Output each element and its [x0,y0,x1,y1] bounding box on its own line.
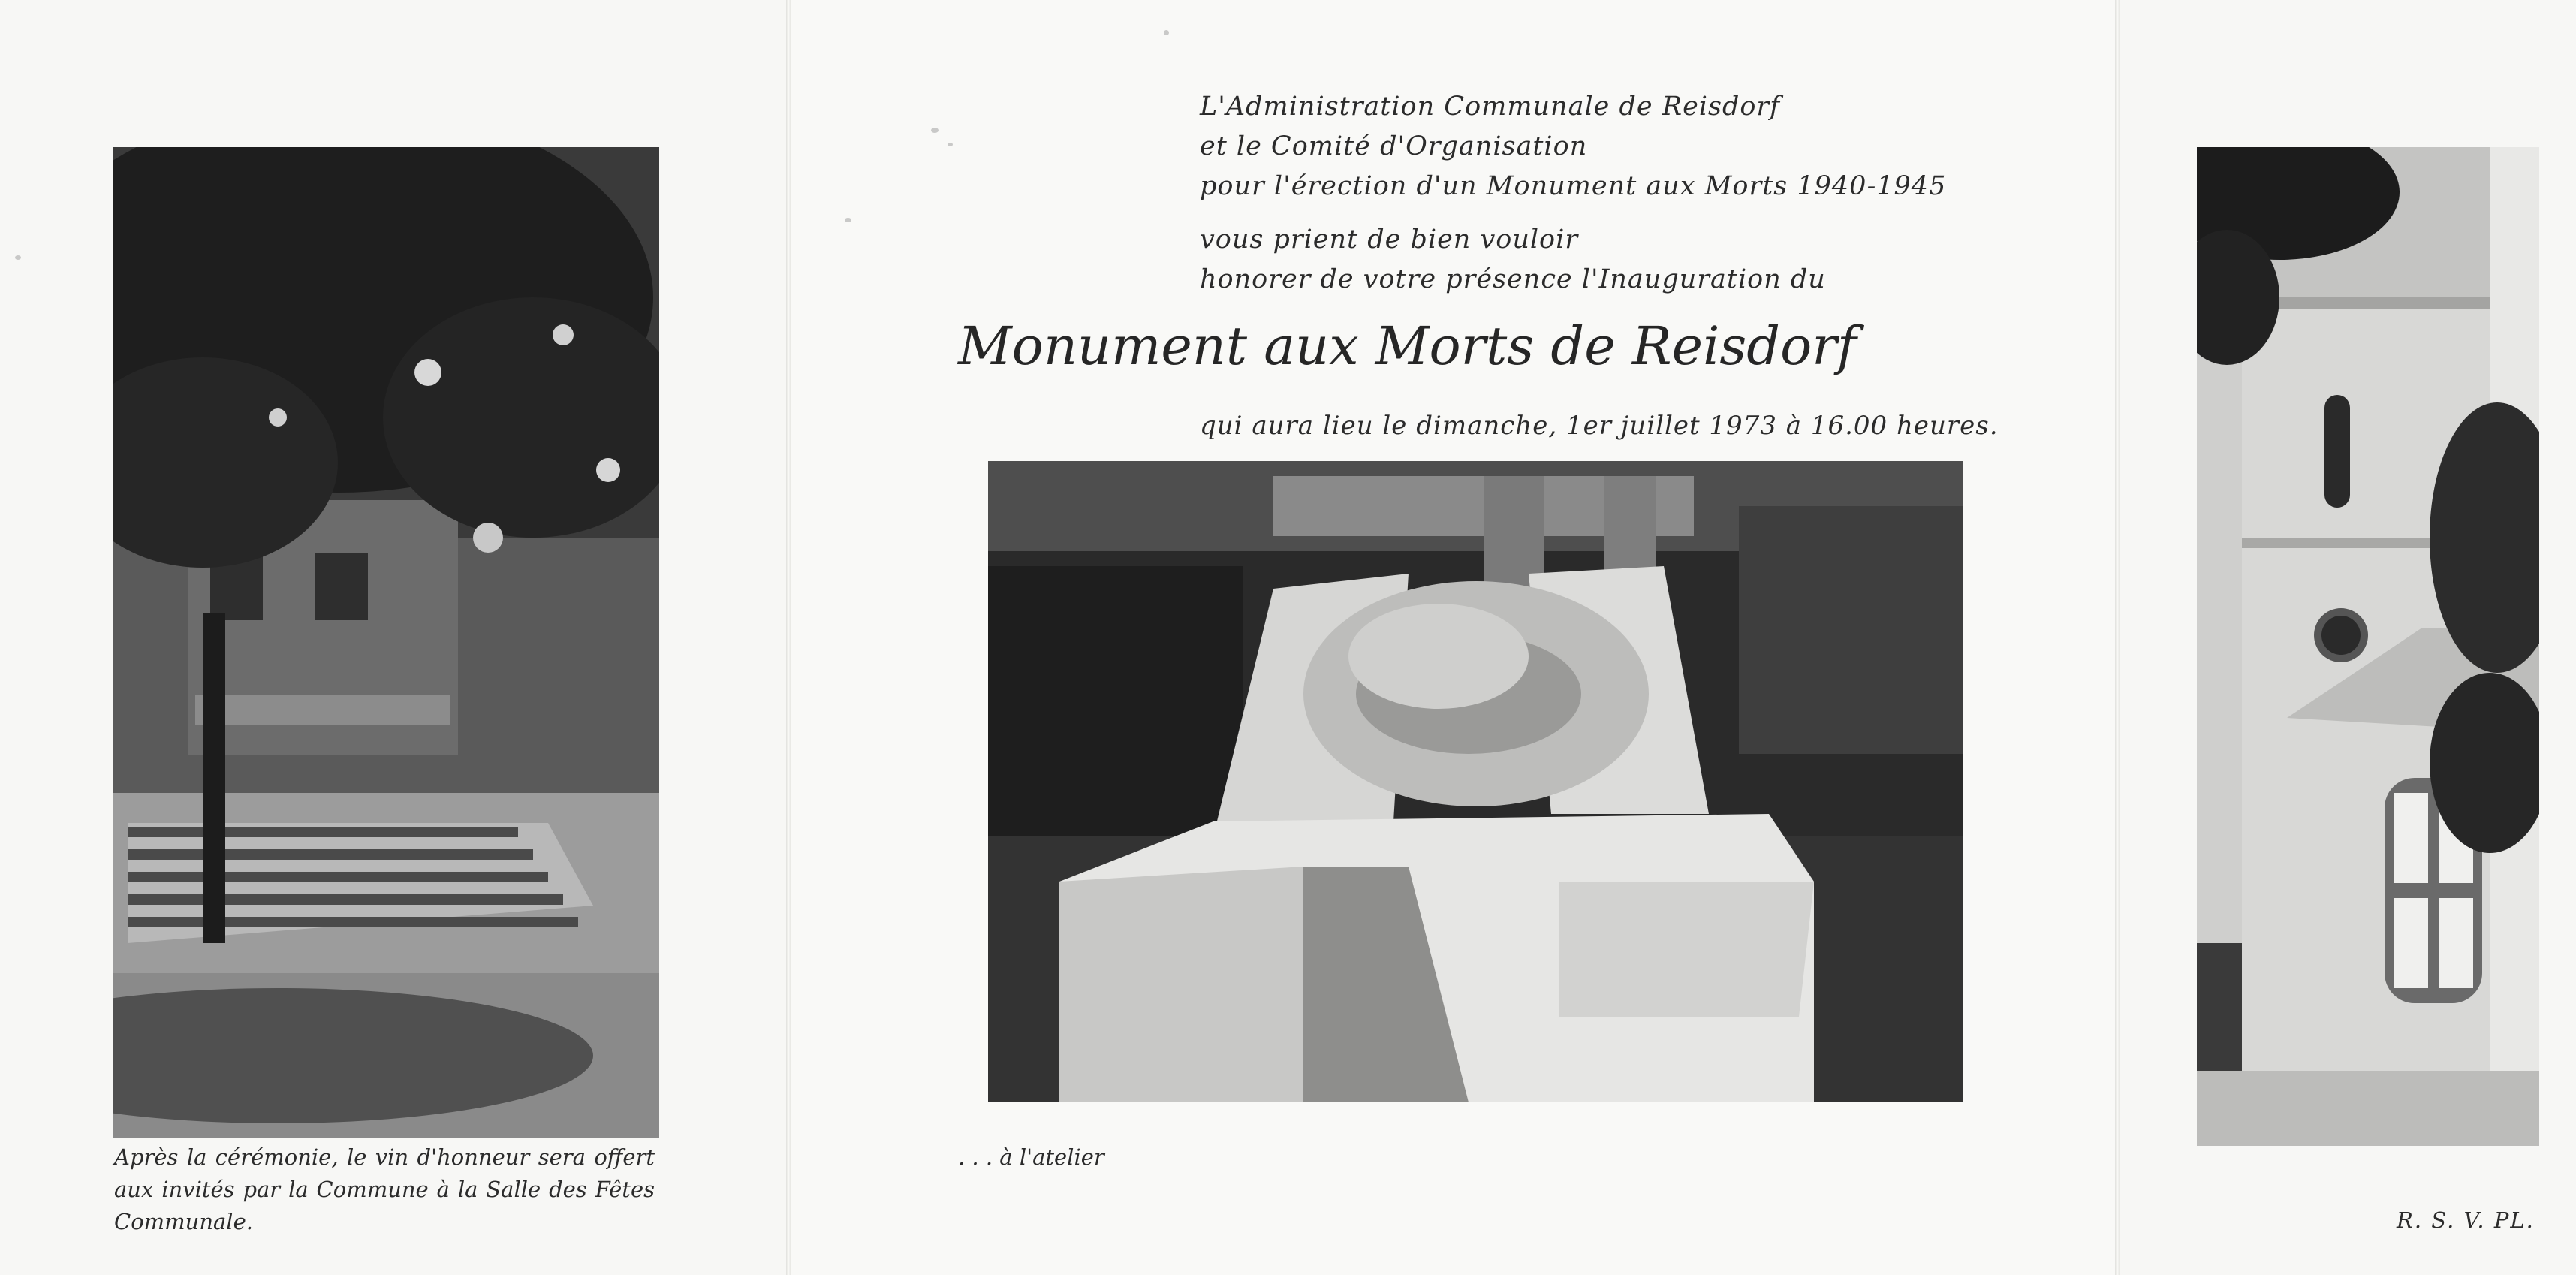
header-line-committee: et le Comité d'Organisation [1200,131,1588,161]
schoolyard-image [113,147,659,1138]
paper-speck [1164,30,1169,35]
paper-speck [948,143,953,146]
church-photo [2197,147,2539,1146]
fold-line-right [2115,0,2120,1275]
rsvp-note: R. S. V. PL. [2397,1207,2535,1233]
header-line-erection: pour l'érection d'un Monument aux Morts 1940-1945 [1200,171,1947,201]
header-line-administration: L'Administration Communale de Reisdorf [1200,92,1781,122]
header-line-request: vous prient de bien vouloir [1200,225,1579,255]
schoolyard-photo [113,147,659,1138]
paper-speck [931,128,939,133]
date-line: qui aura lieu le dimanche, 1er juillet 1973 à 16.00 heures. [1200,411,1999,441]
header-line-honor: honorer de votre présence l'Inauguration du [1200,264,1826,294]
reception-caption: Après la cérémonie, le vin d'honneur sera offert aux invités par la Commune à la Salle des Fêtes Communale. [114,1144,655,1234]
fold-line-left [786,0,791,1275]
church-image [2197,147,2539,1146]
monument-photo [988,461,1963,1102]
paper-speck [15,255,21,260]
atelier-caption: . . . à l'atelier [958,1144,1104,1170]
monument-image [988,461,1963,1102]
monument-title: Monument aux Morts de Reisdorf [958,315,1857,377]
paper-speck [845,218,851,222]
